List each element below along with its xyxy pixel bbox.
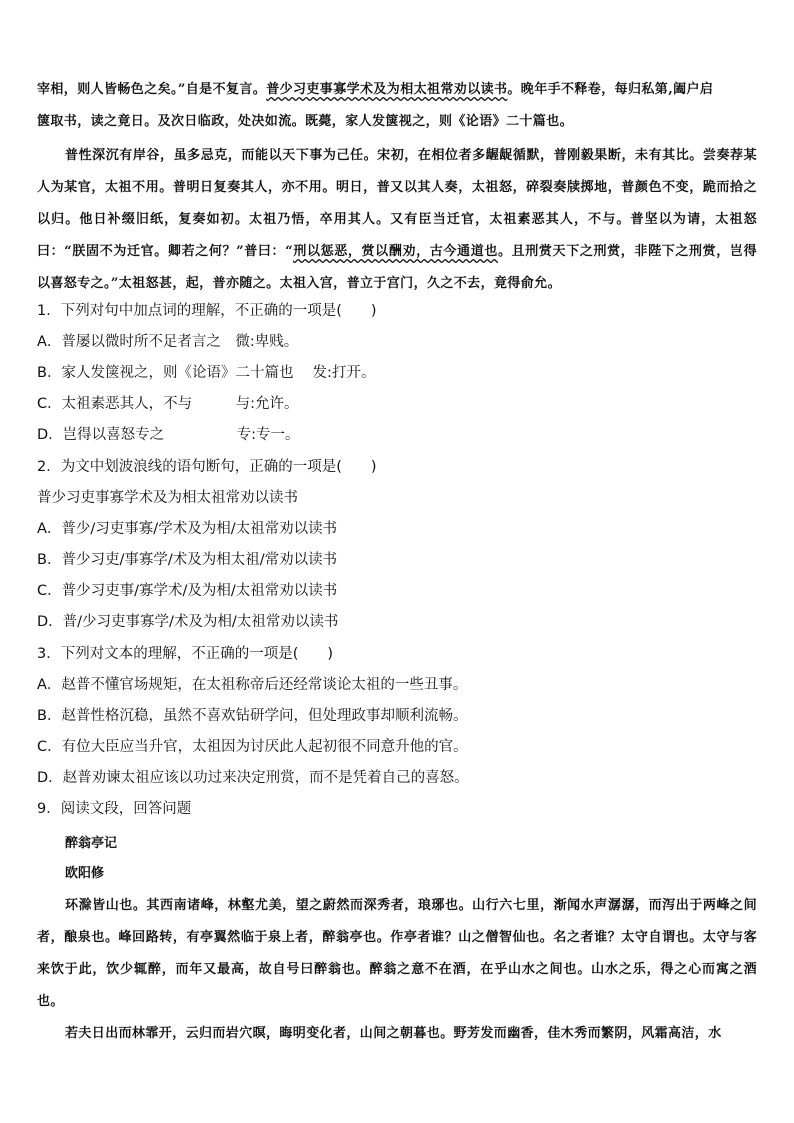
question-3-stem: 3．下列对文本的理解，不正确的一项是( ) bbox=[37, 646, 334, 662]
question-1-option-a: A．普屡以微时所不足者言之 微:卑贱。 bbox=[37, 334, 299, 350]
passage-title: 醉翁亭记 bbox=[65, 836, 118, 851]
question-2-option-c: C．普少习吏事/寡学术/及为相/太祖常劝以读书 bbox=[37, 583, 338, 599]
question-3-option-a: A．赵普不懂官场规矩，在太祖称帝后还经常谈论太祖的一些丑事。 bbox=[37, 677, 468, 693]
question-1-option-d: D．岂得以喜怒专之 专:专一。 bbox=[37, 427, 300, 443]
question-9-stem: 9．阅读文段，回答问题 bbox=[37, 801, 192, 817]
question-2-sentence: 普少习吏事寡学术及为相太祖常劝以读书 bbox=[37, 490, 298, 506]
question-2-option-a: A．普少/习吏事寡/学术及为相/太祖常劝以读书 bbox=[37, 521, 338, 537]
question-2-option-d: D．普/少习吏事寡学/术及为相/太祖常劝以读书 bbox=[37, 614, 339, 630]
passage-2-paragraph-1: 环滁皆山也。其西南诸峰，林壑尤美，望之蔚然而深秀者，琅琊也。山行六七里，渐闻水声潺潺，而泻出于两峰之间者，酿泉也。峰回路转，有亭翼然临于泉上者，醉翁亭也。作亭者谁？山之僧智仙也。名之者谁？太守自谓也。太守与客来饮于此，饮少辄醉，而年又最高，故自号曰醉翁也。醉翁之意不在酒，在乎山水之间也。山水之乐，得之心而寓之酒也。 bbox=[37, 898, 757, 1009]
question-3-option-b: B．赵普性格沉稳，虽然不喜欢钻研学问，但处理政事却顺利流畅。 bbox=[37, 708, 468, 724]
question-1-option-c: C．太祖素恶其人，不与 与:允许。 bbox=[37, 396, 299, 412]
question-1-stem: 1．下列对句中加点词的理解，不正确的一项是( ) bbox=[37, 303, 377, 319]
passage-line-1 bbox=[37, 74, 757, 106]
question-1-option-b: B．家人发箧视之，则《论语》二十篇也 发:打开。 bbox=[37, 365, 376, 381]
passage-2-paragraph-2: 若夫日出而林霏开，云归而岩穴暝，晦明变化者，山间之朝暮也。野芳发而幽香，佳木秀而繁阴，风霜高洁，水 bbox=[65, 1026, 722, 1041]
question-2-option-b: B．普少习吏/事寡学/术及为相太祖/常劝以读书 bbox=[37, 552, 338, 568]
question-3-option-c: C．有位大臣应当升官，太祖因为讨厌此人起初很不同意升他的官。 bbox=[37, 739, 468, 755]
question-3-option-d: D．赵普劝谏太祖应该以功过来决定刑赏，而不是凭着自己的喜怒。 bbox=[37, 770, 469, 786]
wavy-underlined-sentence: 普少习吏事寡学术及为相太祖常劝以读书 bbox=[266, 82, 508, 97]
passage-text: 。且刑赏天下之刑赏，非陛下之刑赏，岂得以喜怒专之。”太祖怒甚，起，普亦随之。太祖入宫，普立于宫门，久之不去，竟得俞允。 bbox=[37, 244, 757, 291]
passage-text: 普性深沉有岸谷，虽多忌克，而能以天下事为己任。宋初，在相位者多龌龊循默，普刚毅果断，未有其比。尝奏荐某人为某官，太祖不用。普明日复奏其人，亦不用。明日，普又以其人奏，太祖怒，碎裂奏牍掷地，普颜色不变，跪而拾之以归。他日补缀旧纸，复奏如初。太祖乃悟，卒用其人。又有臣当迁官，太祖素恶其人，不与。普坚以为请，太祖怒曰：“朕固不为迁官。卿若之何？”普曰：“ bbox=[37, 148, 757, 259]
question-2-stem: 2．为文中划波浪线的语句断句，正确的一项是( ) bbox=[37, 459, 377, 475]
passage-paragraph-2 bbox=[37, 140, 757, 300]
wavy-underlined-phrase: 刑以惩恶，赏以酬劝，古今通道也 bbox=[293, 244, 498, 259]
passage-text: 宰相，则人皆畅色之矣。”自是不复言。 bbox=[37, 82, 267, 97]
passage-author: 欧阳修 bbox=[65, 866, 105, 881]
passage-text: 。晚年手不释卷，每归私第,阖户启 bbox=[507, 82, 714, 97]
passage-line-2: 箧取书，读之竟日。及次日临政，处决如流。既薨，家人发箧视之，则《论语》二十篇也。 bbox=[37, 114, 574, 129]
